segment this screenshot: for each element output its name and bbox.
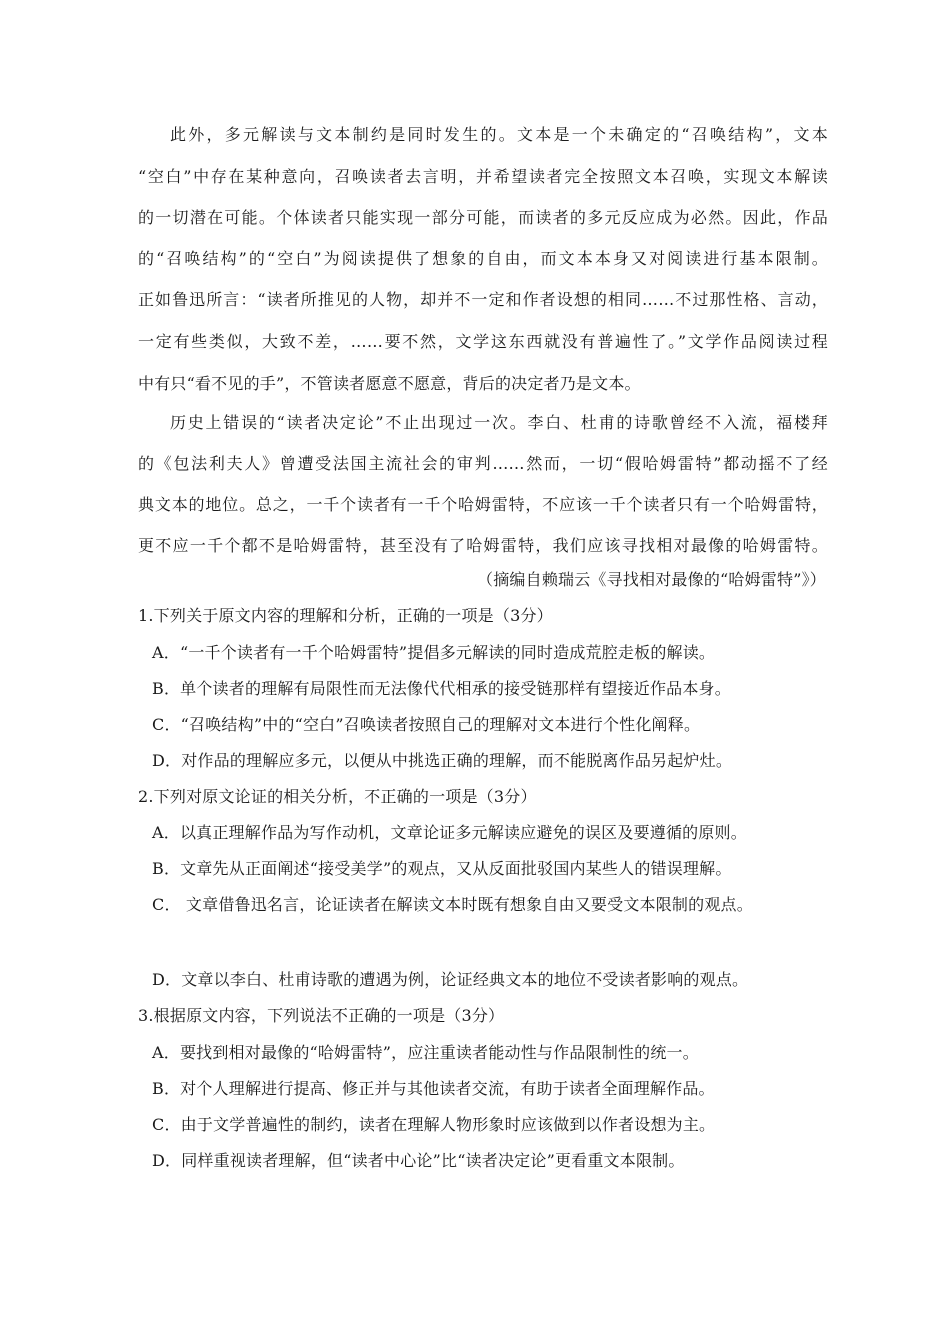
passage-line: 的一切潜在可能。个体读者只能实现一部分可能，而读者的多元反应成为必然。因此，作品 — [138, 208, 828, 227]
question-stem: 3.根据原文内容，下列说法不正确的一项是（3分） — [138, 1006, 505, 1025]
question-option: B．文章先从正面阐述“接受美学”的观点，又从反面批驳国内某些人的错误理解。 — [152, 859, 732, 878]
passage-line: 正如鲁迅所言：“读者所推见的人物，却并不一定和作者设想的相同……不过那性格、言动， — [138, 290, 828, 309]
question-option: D．同样重视读者理解，但“读者中心论”比“读者决定论”更看重文本限制。 — [152, 1151, 685, 1170]
passage-line: “空白”中存在某种意向，召唤读者去言明，并希望读者完全按照文本召唤，实现文本解读 — [138, 167, 828, 186]
question-option: C． 文章借鲁迅名言，论证读者在解读文本时既有想象自由又要受文本限制的观点。 — [152, 895, 753, 914]
passage-line: 历史上错误的“读者决定论”不止出现过一次。李白、杜甫的诗歌曾经不入流，福楼拜 — [170, 413, 828, 432]
passage-line: 的“召唤结构”的“空白”为阅读提供了想象的自由，而文本本身又对阅读进行基本限制。 — [138, 249, 828, 268]
question-option: A．要找到相对最像的“哈姆雷特”，应注重读者能动性与作品限制性的统一。 — [152, 1043, 699, 1062]
passage-line: 的《包法利夫人》曾遭受法国主流社会的审判……然而，一切“假哈姆雷特”都动摇不了经 — [138, 454, 828, 473]
passage-line: 典文本的地位。总之，一千个读者有一千个哈姆雷特，不应该一千个读者只有一个哈姆雷特， — [138, 495, 828, 514]
question-option: C．由于文学普遍性的制约，读者在理解人物形象时应该做到以作者设想为主。 — [152, 1115, 716, 1134]
passage-line: 此外，多元解读与文本制约是同时发生的。文本是一个未确定的“召唤结构”，文本 — [170, 125, 828, 144]
passage-line: 中有只“看不见的手”，不管读者愿意不愿意，背后的决定者乃是文本。 — [138, 374, 641, 393]
question-option: B．对个人理解进行提高、修正并与其他读者交流，有助于读者全面理解作品。 — [152, 1079, 715, 1098]
passage-source: （摘编自赖瑞云《寻找相对最像的“哈姆雷特”》） — [477, 570, 826, 589]
question-stem: 2.下列对原文论证的相关分析，不正确的一项是（3分） — [138, 787, 537, 806]
question-option: D．文章以李白、杜甫诗歌的遭遇为例，论证经典文本的地位不受读者影响的观点。 — [152, 970, 749, 989]
question-stem: 1.下列关于原文内容的理解和分析，正确的一项是（3分） — [138, 606, 553, 625]
question-option: A．“一千个读者有一千个哈姆雷特”提倡多元解读的同时造成荒腔走板的解读。 — [152, 643, 716, 662]
passage-line: 更不应一千个都不是哈姆雷特，甚至没有了哈姆雷特，我们应该寻找相对最像的哈姆雷特。 — [138, 536, 828, 555]
passage-line: 一定有些类似，大致不差，……要不然，文学这东西就没有普遍性了。”文学作品阅读过程 — [138, 332, 828, 351]
question-option: C．“召唤结构”中的“空白”召唤读者按照自己的理解对文本进行个性化阐释。 — [152, 715, 701, 734]
question-option: D．对作品的理解应多元，以便从中挑选正确的理解，而不能脱离作品另起炉灶。 — [152, 751, 733, 770]
question-option: B．单个读者的理解有局限性而无法像代代相承的接受链那样有望接近作品本身。 — [152, 679, 731, 698]
question-option: A．以真正理解作品为写作动机，文章论证多元解读应避免的误区及要遵循的原则。 — [152, 823, 747, 842]
